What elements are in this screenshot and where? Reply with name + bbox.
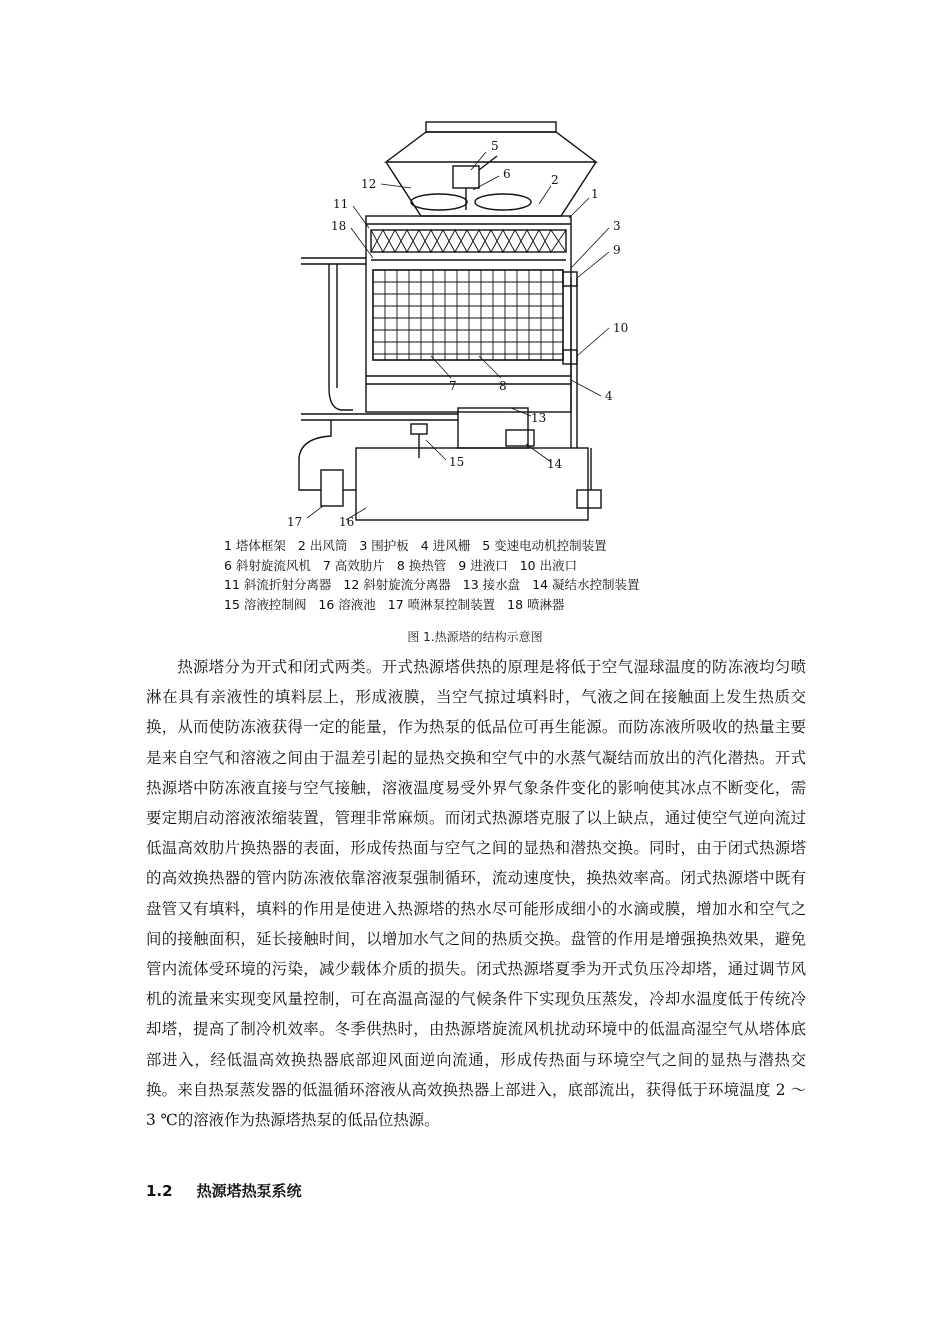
callout-16: 16 — [339, 515, 355, 529]
legend-item: 4 进风栅 — [420, 538, 471, 553]
legend-row — [224, 575, 724, 595]
tower-diagram — [221, 118, 725, 538]
callout-1: 1 — [591, 187, 599, 201]
legend-row — [224, 595, 724, 615]
legend-item: 14 凝结水控制装置 — [532, 577, 640, 592]
hood-skirt — [386, 162, 596, 216]
legend-item: 11 斜流折射分离器 — [224, 577, 332, 592]
section-heading — [146, 1180, 302, 1201]
callout-11: 11 — [333, 197, 349, 211]
callout-18: 18 — [331, 219, 347, 233]
section-title: 热源塔热泵系统 — [196, 1182, 302, 1200]
legend-item: 1 塔体框架 — [224, 538, 286, 553]
legend-item: 6 斜射旋流风机 — [224, 557, 311, 573]
callout-4: 4 — [605, 389, 613, 403]
motor-box — [453, 166, 479, 188]
body-paragraph-text: 热源塔分为开式和闭式两类。开式热源塔供热的原理是将低于空气湿球温度的防冻液均匀喷淋在具有亲液性的填料层上，形成液膜，当空气掠过填料时，气液之间在接触面上发生热质交换，从而使防冻液获得一定的能量，作为热泵的低品位可再生能源。而防冻液所吸收的热量主要是来自空气和溶液之间由于温差引起的显热交换和空气中的水蒸气凝结而放出的汽化潜热。开式热源塔中防冻液直接与空气接触，溶液温度易受外界气象条件变化的影响使其冰点不断变化，需要定期启动溶液浓缩装置，管理非常麻烦。而闭式热源塔克服了以上缺点，通过使空气逆向流过低温高效肋片换热器的表面，形成传热面与空气之间的显热和潜热交换。同时，由于闭式热源塔的高效换热器的管内防冻液依靠溶液泵强制循环，流动速度快，换热效率高。闭式热源塔中既有盘管又有填料，填料的作用是使进入热源塔的热水尽可能形成细小的水滴或膜，增加水和空气之间的接触面积，延长接触时间，以增加水气之间的热质交换。盘管的作用是增强换热效果，避免管内流体受环境的污染，减少载体介质的损失。闭式热源塔夏季为开式负压冷却塔，通过调节风机的流量来实现变风量控制，可在高温高湿的气候条件下实现负压蒸发，冷却水温度低于传统冷却塔，提高了制冷机效率。冬季供热时，由热源塔旋流风机扰动环境中的低温高湿空气从塔体底部进入，经低温高效换热器底部迎风面逆向流通，形成传热面与环境空气之间的显热与潜热交换。来自热泵蒸发器的低温循环溶液从高效换热器上部进入，底部流出，获得低于环境温度 2 ～ 3 ℃的溶液作为热源塔热泵的低品位热源。 — [146, 658, 806, 1130]
spray-pump — [321, 470, 343, 506]
callout-10: 10 — [613, 321, 629, 335]
callout-5: 5 — [491, 139, 499, 153]
legend-item: 18 喷淋器 — [507, 596, 565, 612]
legend-item: 5 变速电动机控制装置 — [482, 538, 607, 553]
fan-right — [475, 194, 531, 210]
legend-item: 9 进液口 — [458, 557, 508, 573]
figure-caption: 图 1.热源塔的结构示意图 — [407, 630, 543, 644]
legend-item: 10 出液口 — [519, 557, 578, 573]
legend-item: 13 接水盘 — [462, 577, 521, 592]
legend-item: 15 溶液控制阀 — [224, 596, 307, 612]
section-number: 1.2 — [146, 1182, 173, 1200]
callout-17: 17 — [287, 515, 303, 529]
fan-left — [411, 194, 467, 210]
body-paragraph — [146, 652, 806, 1135]
legend-item: 12 斜射旋流分离器 — [343, 577, 451, 592]
callout-7: 7 — [449, 379, 457, 393]
legend-item: 7 高效肋片 — [322, 557, 385, 573]
callout-15: 15 — [449, 455, 465, 469]
callout-6: 6 — [503, 167, 511, 181]
legend-row — [224, 536, 724, 556]
figure-legend — [224, 536, 724, 614]
legend-item: 3 围护板 — [359, 538, 409, 553]
water-tray — [458, 408, 528, 448]
hood-cap — [426, 122, 556, 132]
legend-row — [224, 556, 724, 576]
legend-item: 8 换热管 — [396, 557, 447, 573]
callout-8: 8 — [499, 379, 507, 393]
legend-item: 16 溶液池 — [318, 596, 376, 612]
legend-item: 17 喷淋泵控制装置 — [387, 596, 496, 612]
callout-12: 12 — [361, 177, 377, 191]
callout-13: 13 — [531, 411, 547, 425]
callout-3: 3 — [613, 219, 621, 233]
legend-item: 2 出风筒 — [297, 538, 348, 553]
callout-14: 14 — [547, 457, 563, 471]
callout-9: 9 — [613, 243, 621, 257]
callout-2: 2 — [551, 173, 559, 187]
